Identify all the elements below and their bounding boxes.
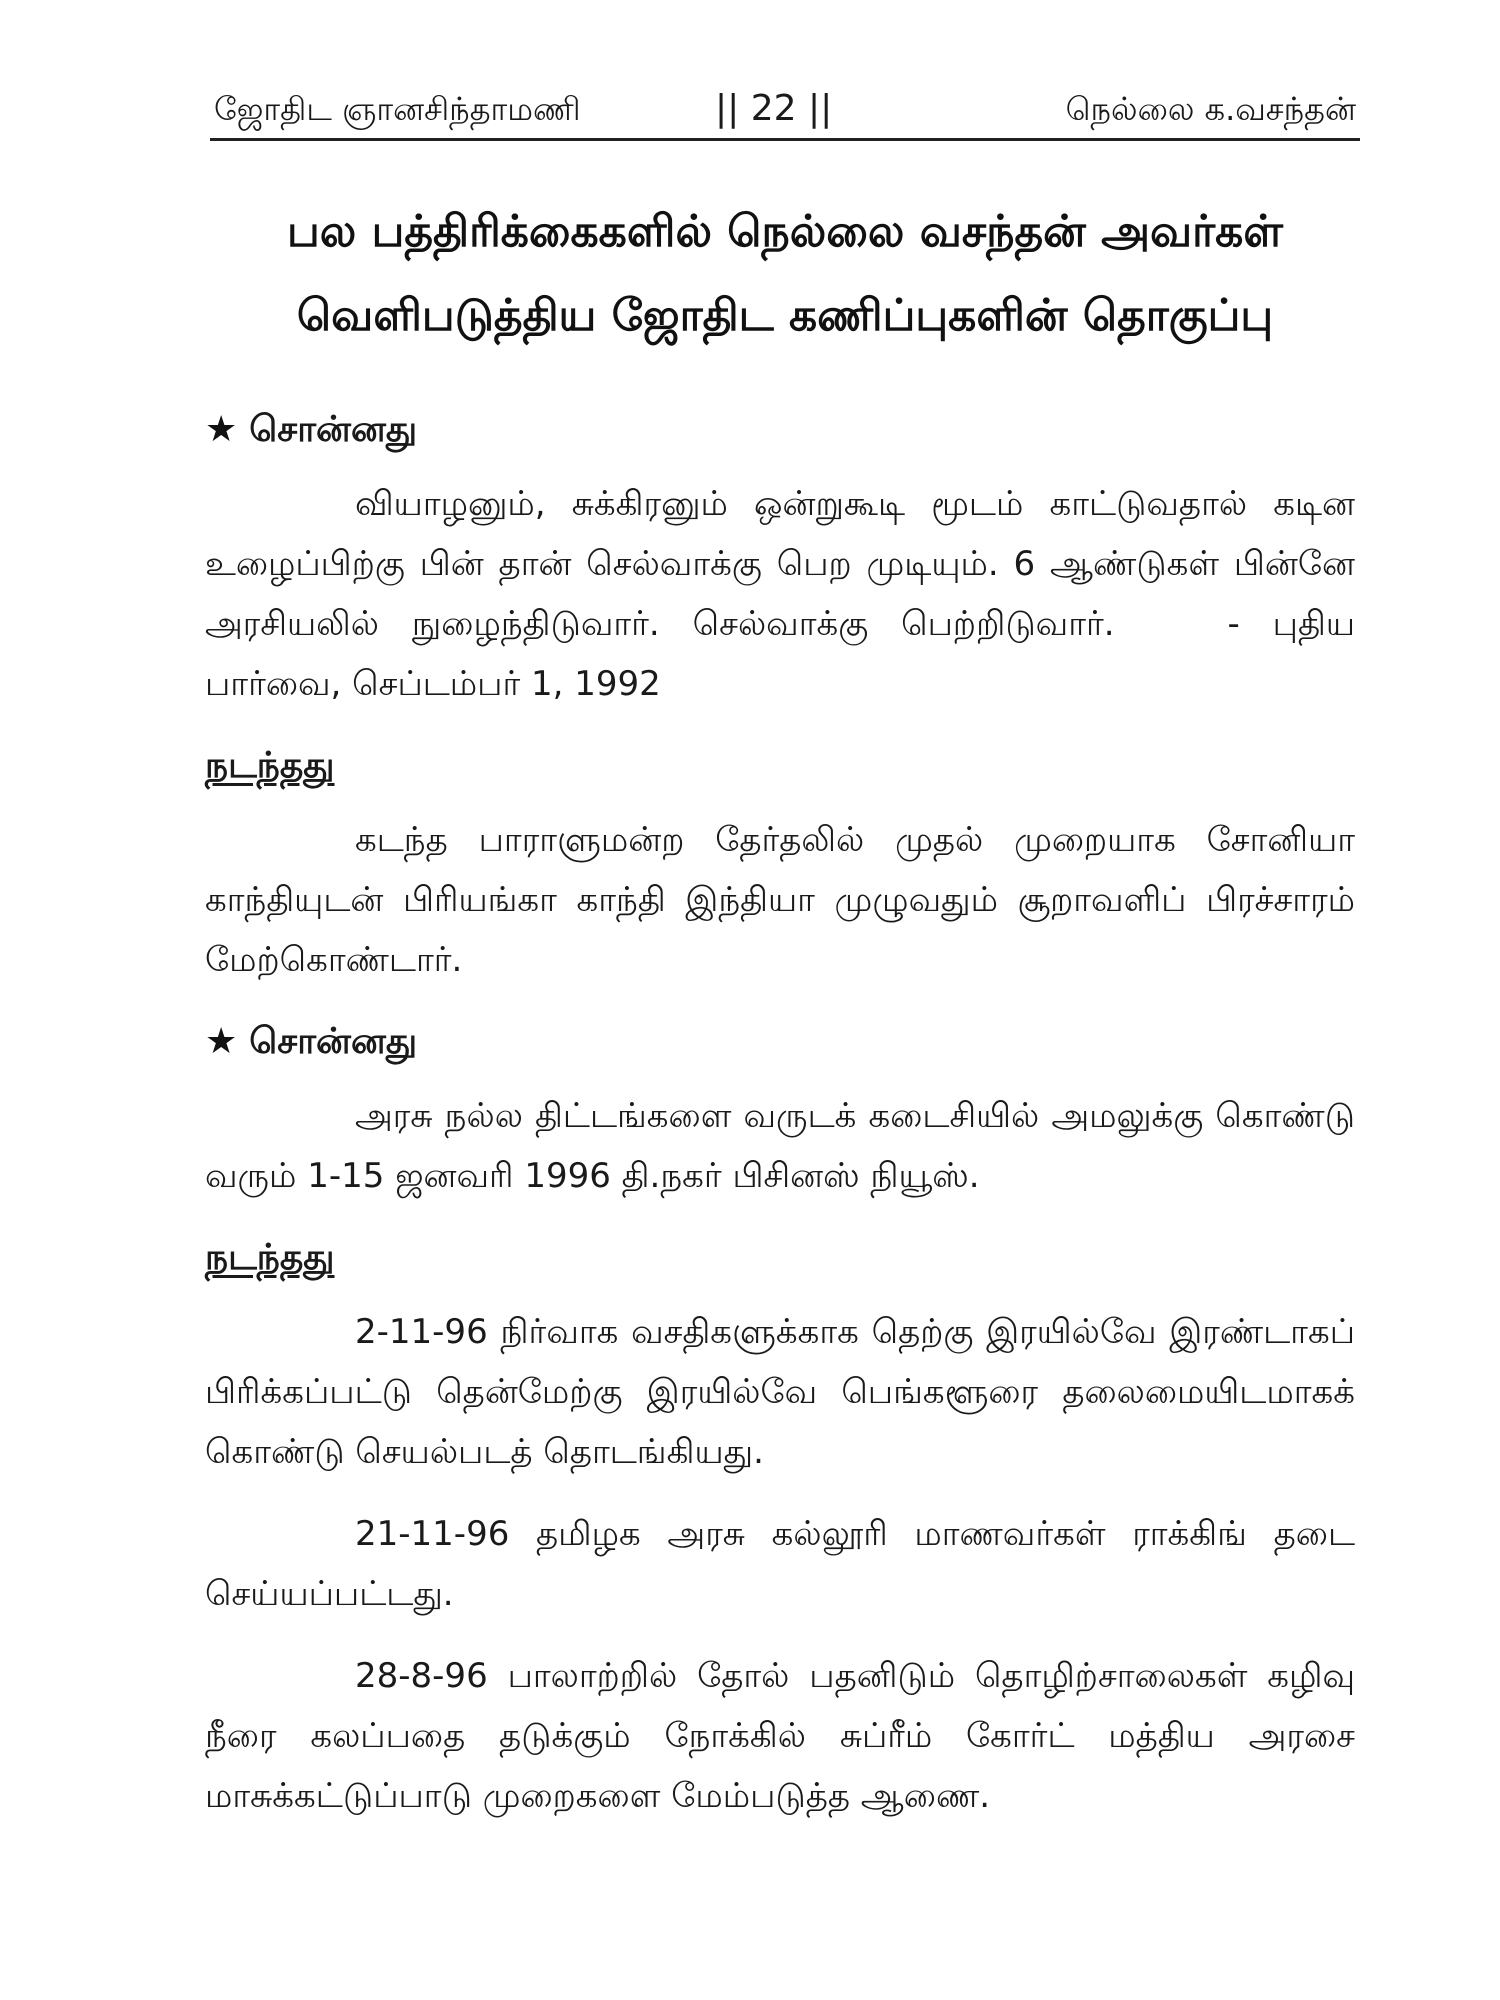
page-number: || 22 ||: [715, 88, 833, 129]
said-heading-label: சொன்னது: [249, 409, 418, 450]
page-content: [205, 400, 1355, 1848]
said-heading: [205, 400, 1355, 460]
happened-paragraph: 28-8-96 பாலாற்றில் தோல் பதனிடும் தொழிற்சாலைகள் கழிவு நீரை கலப்பதை தடுக்கும் நோக்கில் சுப்ரீம் கோர்ட் மத்திய அரசை மாசுக்கட்டுப்பாடு முறைகளை மேம்படுத்த ஆணை.: [205, 1656, 1355, 1816]
chapter-title-line-1: பல பத்திரிக்கைகளில் நெல்லை வசந்தன் அவர்கள்: [287, 206, 1283, 257]
author-name: நெல்லை க.வசந்தன்: [1065, 90, 1356, 128]
said-text: வியாழனும், சுக்கிரனும் ஒன்றுகூடி மூடம் காட்டுவதால் கடின உழைப்பிற்கு பின் தான் செல்வாக்கு பெற முடியும். 6 ஆண்டுகள் பின்னே அரசியலில் நுழைந்திடுவார். செல்வாக்கு பெற்றிடுவார்.: [205, 484, 1355, 644]
said-heading-label: சொன்னது: [249, 1021, 418, 1062]
star-icon: ★: [205, 1021, 238, 1062]
running-header: [210, 78, 1360, 141]
said-heading: [205, 1012, 1355, 1072]
happened-paragraph: 2-11-96 நிர்வாக வசதிகளுக்காக தெற்கு இரயில்வே இரண்டாகப் பிரிக்கப்பட்டு தென்மேற்கு இரயில்வே பெங்களூரை தலைமையிடமாகக் கொண்டு செயல்படத் தொடங்கியது.: [205, 1312, 1355, 1472]
happened-heading: நடந்தது: [205, 1237, 335, 1278]
happened-heading: நடந்தது: [205, 745, 335, 786]
said-source: - புதிய பார்வை, செப்டம்பர் 1, 1992: [205, 604, 1355, 704]
happened-paragraph: கடந்த பாராளுமன்ற தேர்தலில் முதல் முறையாக சோனியா காந்தியுடன் பிரியங்கா காந்தி இந்தியா முழுவதும் சூறாவளிப் பிரச்சாரம் மேற்கொண்டார்.: [205, 820, 1355, 980]
said-paragraph: [205, 474, 1355, 714]
happened-paragraph: 21-11-96 தமிழக அரசு கல்லூரி மாணவர்கள் ராக்கிங் தடை செய்யப்பட்டது.: [205, 1514, 1355, 1614]
chapter-title-line-2: வெளிபடுத்திய ஜோதிட கணிப்புகளின் தொகுப்பு: [296, 290, 1274, 341]
book-title: ஜோதிட ஞானசிந்தாமணி: [214, 90, 581, 128]
star-icon: ★: [205, 409, 238, 450]
said-paragraph: அரசு நல்ல திட்டங்களை வருடக் கடைசியில் அமலுக்கு கொண்டு வரும் 1-15 ஜனவரி 1996 தி.நகர் பிசினஸ் நியூஸ்.: [205, 1096, 1355, 1196]
chapter-title: [200, 190, 1370, 358]
